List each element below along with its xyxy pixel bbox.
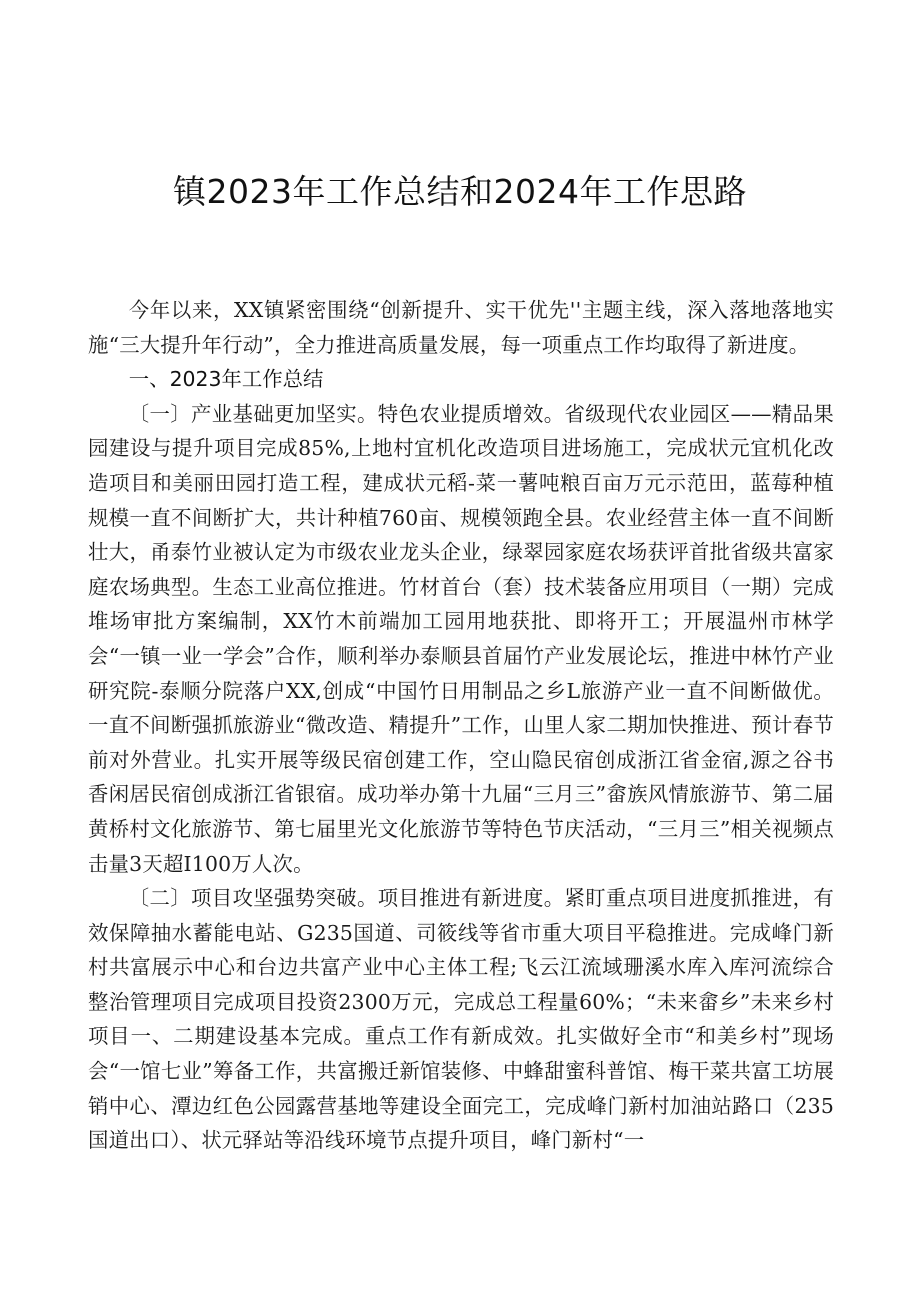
intro-paragraph: 今年以来，XX镇紧密围绕“创新提升、实干优先''主题主线，深入落地落地实施“三大提升年行动”，全力推进高质量发展，每一项重点工作均取得了新进度。 xyxy=(88,298,834,357)
document-title: 镇2023年工作总结和2024年工作思路 xyxy=(173,172,747,211)
paragraph-projects: 〔二〕项目攻坚强势突破。项目推进有新进度。紧盯重点项目进度抓推进，有效保障抽水蓄能电站、G235国道、司筱线等省市重大项目平稳推进。完成峰门新村共富展示中心和台边共富产业中心主体工程;飞云江流域珊溪水库入库河流综合整治管理项目完成项目投资2300万元，完成总工程量60%；“未来畲乡”未来乡村项目一、二期建设基本完成。重点工作有新成效。扎实做好全市“和美乡村”现场会“一馆七业”筹备工作，共富搬迁新馆装修、中蜂甜蜜科普馆、梅干菜共富工坊展销中心、潭边红色公园露营基地等建设全面完工，完成峰门新村加油站路口（235国道出口）、状元驿站等沿线环境节点提升项目，峰门新村“一 xyxy=(88,886,834,1153)
document-body xyxy=(88,293,834,1158)
section-heading-summary: 一、2023年工作总结 xyxy=(128,367,324,392)
paragraph-industry: 〔一〕产业基础更加坚实。特色农业提质增效。省级现代农业园区——精品果园建设与提升项目完成85%,上地村宜机化改造项目进场施工，完成状元宜机化改造项目和美丽田园打造工程，建成状元稻-菜一薯吨粮百亩万元示范田，蓝莓种植规模一直不间断扩大，共计种植760亩、规模领跑全县。农业经营主体一直不间断壮大，甬泰竹业被认定为市级农业龙头企业，绿翠园家庭农场获评首批省级共富家庭农场典型。生态工业高位推进。竹材首台（套）技术装备应用项目（一期）完成堆场审批方案编制，XX竹木前端加工园用地获批、即将开工；开展温州市林学会“一镇一业一学会”合作，顺利举办泰顺县首届竹产业发展论坛，推进中林竹产业研究院-泰顺分院落户XX,创成“中国竹日用制品之乡L旅游产业一直不间断做优。一直不间断强抓旅游业“微改造、精提升”工作，山里人家二期加快推进、预计春节前对外营业。扎实开展等级民宿创建工作，空山隐民宿创成浙江省金宿,源之谷书香闲居民宿创成浙江省银宿。成功举办第十九届“三月三”畲族风情旅游节、第二届黄桥村文化旅游节、第七届里光文化旅游节等特色节庆活动，“三月三”相关视频点击量3天超I100万人次。 xyxy=(88,401,834,876)
